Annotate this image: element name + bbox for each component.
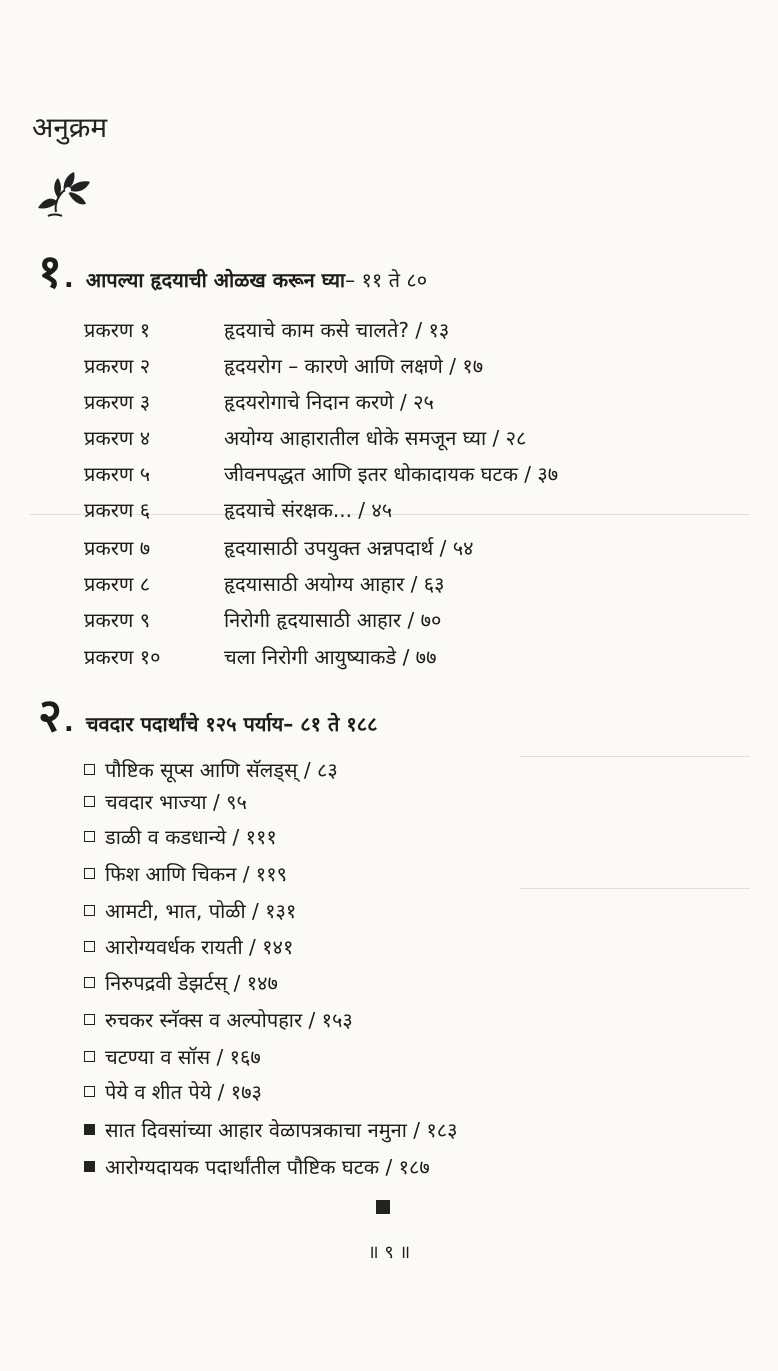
chapter-label: प्रकरण ७ — [84, 535, 151, 560]
section-title: चवदार पदार्थांचे १२५ पर्याय — [85, 712, 284, 736]
page-number: ॥ ९ ॥ — [367, 1242, 411, 1263]
filled-square-bullet-icon — [84, 1161, 95, 1172]
item-text: फिश आणि चिकन / ११९ — [105, 861, 287, 886]
bleed-through-rule — [520, 756, 750, 757]
item-text: निरुपद्रवी डेझर्टस् / १४७ — [105, 970, 278, 995]
recipe-category-item — [84, 751, 338, 787]
item-text: डाळी व कडधान्ये / १११ — [105, 824, 277, 849]
item-text: पौष्टिक सूप्स आणि सॅलड्स् / ८३ — [105, 757, 338, 782]
section-page-range: – ८१ ते १८८ — [283, 712, 378, 736]
chapter-title: हृदयरोगाचे निदान करणे / २५ — [224, 389, 434, 414]
checkbox-outline-icon — [84, 1014, 95, 1025]
filled-square-bullet-icon — [84, 1124, 95, 1135]
section-title: आपल्या हृदयाची ओळख करून घ्या — [85, 268, 346, 292]
recipe-category-item — [84, 818, 277, 854]
recipe-category-item — [84, 1038, 261, 1074]
chapter-label: प्रकरण ९ — [84, 607, 151, 632]
appendix-item — [84, 1111, 458, 1147]
section-page-range: – ११ ते ८० — [345, 268, 428, 292]
checkbox-outline-icon — [84, 868, 95, 879]
section-1-heading — [38, 244, 428, 298]
end-mark-icon — [376, 1200, 390, 1214]
checkbox-outline-icon — [84, 1086, 95, 1097]
chapter-label: प्रकरण ३ — [84, 389, 151, 414]
chapter-title: हृदयासाठी उपयुक्त अन्नपदार्थ / ५४ — [224, 535, 474, 560]
chapter-title: हृदयाचे काम कसे चालते? / १३ — [224, 317, 450, 342]
appendix-item — [84, 1148, 430, 1184]
recipe-category-item — [84, 783, 247, 819]
recipe-category-item — [84, 928, 293, 964]
chapter-title: निरोगी हृदयासाठी आहार / ७० — [224, 607, 442, 632]
item-text: पेये व शीत पेये / १७३ — [105, 1079, 262, 1104]
recipe-category-item — [84, 892, 296, 928]
chapter-row — [84, 455, 558, 491]
recipe-category-item — [84, 855, 287, 891]
chapter-title: हृदयासाठी अयोग्य आहार / ६३ — [224, 571, 445, 596]
checkbox-outline-icon — [84, 941, 95, 952]
section-dot: . — [63, 264, 74, 294]
section-2-heading — [38, 688, 378, 742]
chapter-label: प्रकरण ४ — [84, 425, 151, 450]
checkbox-outline-icon — [84, 764, 95, 775]
item-text: आरोग्यदायक पदार्थांतील पौष्टिक घटक / १८७ — [105, 1154, 430, 1179]
chapter-label: प्रकरण ८ — [84, 571, 151, 596]
chapter-row — [84, 347, 483, 383]
chapter-title: अयोग्य आहारातील धोके समजून घ्या / २८ — [224, 425, 527, 450]
chapter-row — [84, 529, 474, 565]
chapter-title: जीवनपद्धत आणि इतर धोकादायक घटक / ३७ — [224, 461, 559, 486]
chapter-row — [84, 419, 526, 455]
item-text: सात दिवसांच्या आहार वेळापत्रकाचा नमुना / १८३ — [105, 1117, 458, 1142]
chapter-label: प्रकरण ५ — [84, 461, 151, 486]
chapter-row — [84, 565, 445, 601]
item-text: चवदार भाज्या / ९५ — [105, 789, 247, 814]
section-number: २ — [38, 688, 62, 742]
checkbox-outline-icon — [84, 905, 95, 916]
chapter-label: प्रकरण १ — [84, 317, 151, 342]
item-text: रुचकर स्नॅक्स व अल्पोपहार / १५३ — [105, 1007, 353, 1032]
section-dot: . — [63, 708, 74, 738]
checkbox-outline-icon — [84, 977, 95, 988]
page-title: अनुक्रम — [32, 111, 108, 144]
bleed-through-rule — [520, 888, 750, 889]
chapter-title: हृदयाचे संरक्षक... / ४५ — [224, 497, 393, 522]
chapter-label: प्रकरण ६ — [84, 497, 151, 522]
chapter-row — [84, 601, 441, 637]
recipe-category-item — [84, 964, 278, 1000]
chapter-row — [84, 491, 392, 527]
chapter-row — [84, 311, 449, 347]
chapter-row — [84, 638, 436, 674]
chapter-label: प्रकरण २ — [84, 353, 151, 378]
floral-ornament-icon — [34, 168, 92, 220]
checkbox-outline-icon — [84, 1051, 95, 1062]
recipe-category-item — [84, 1073, 262, 1109]
chapter-row — [84, 383, 434, 419]
chapter-label: प्रकरण १० — [84, 644, 161, 669]
chapter-title: हृदयरोग – कारणे आणि लक्षणे / १७ — [224, 353, 484, 378]
recipe-category-item — [84, 1001, 353, 1037]
item-text: आरोग्यवर्धक रायती / १४१ — [105, 934, 294, 959]
section-number: १ — [38, 244, 62, 298]
item-text: आमटी, भात, पोळी / १३१ — [105, 898, 297, 923]
checkbox-outline-icon — [84, 796, 95, 807]
item-text: चटण्या व सॉस / १६७ — [105, 1044, 261, 1069]
chapter-title: चला निरोगी आयुष्याकडे / ७७ — [224, 644, 437, 669]
checkbox-outline-icon — [84, 831, 95, 842]
